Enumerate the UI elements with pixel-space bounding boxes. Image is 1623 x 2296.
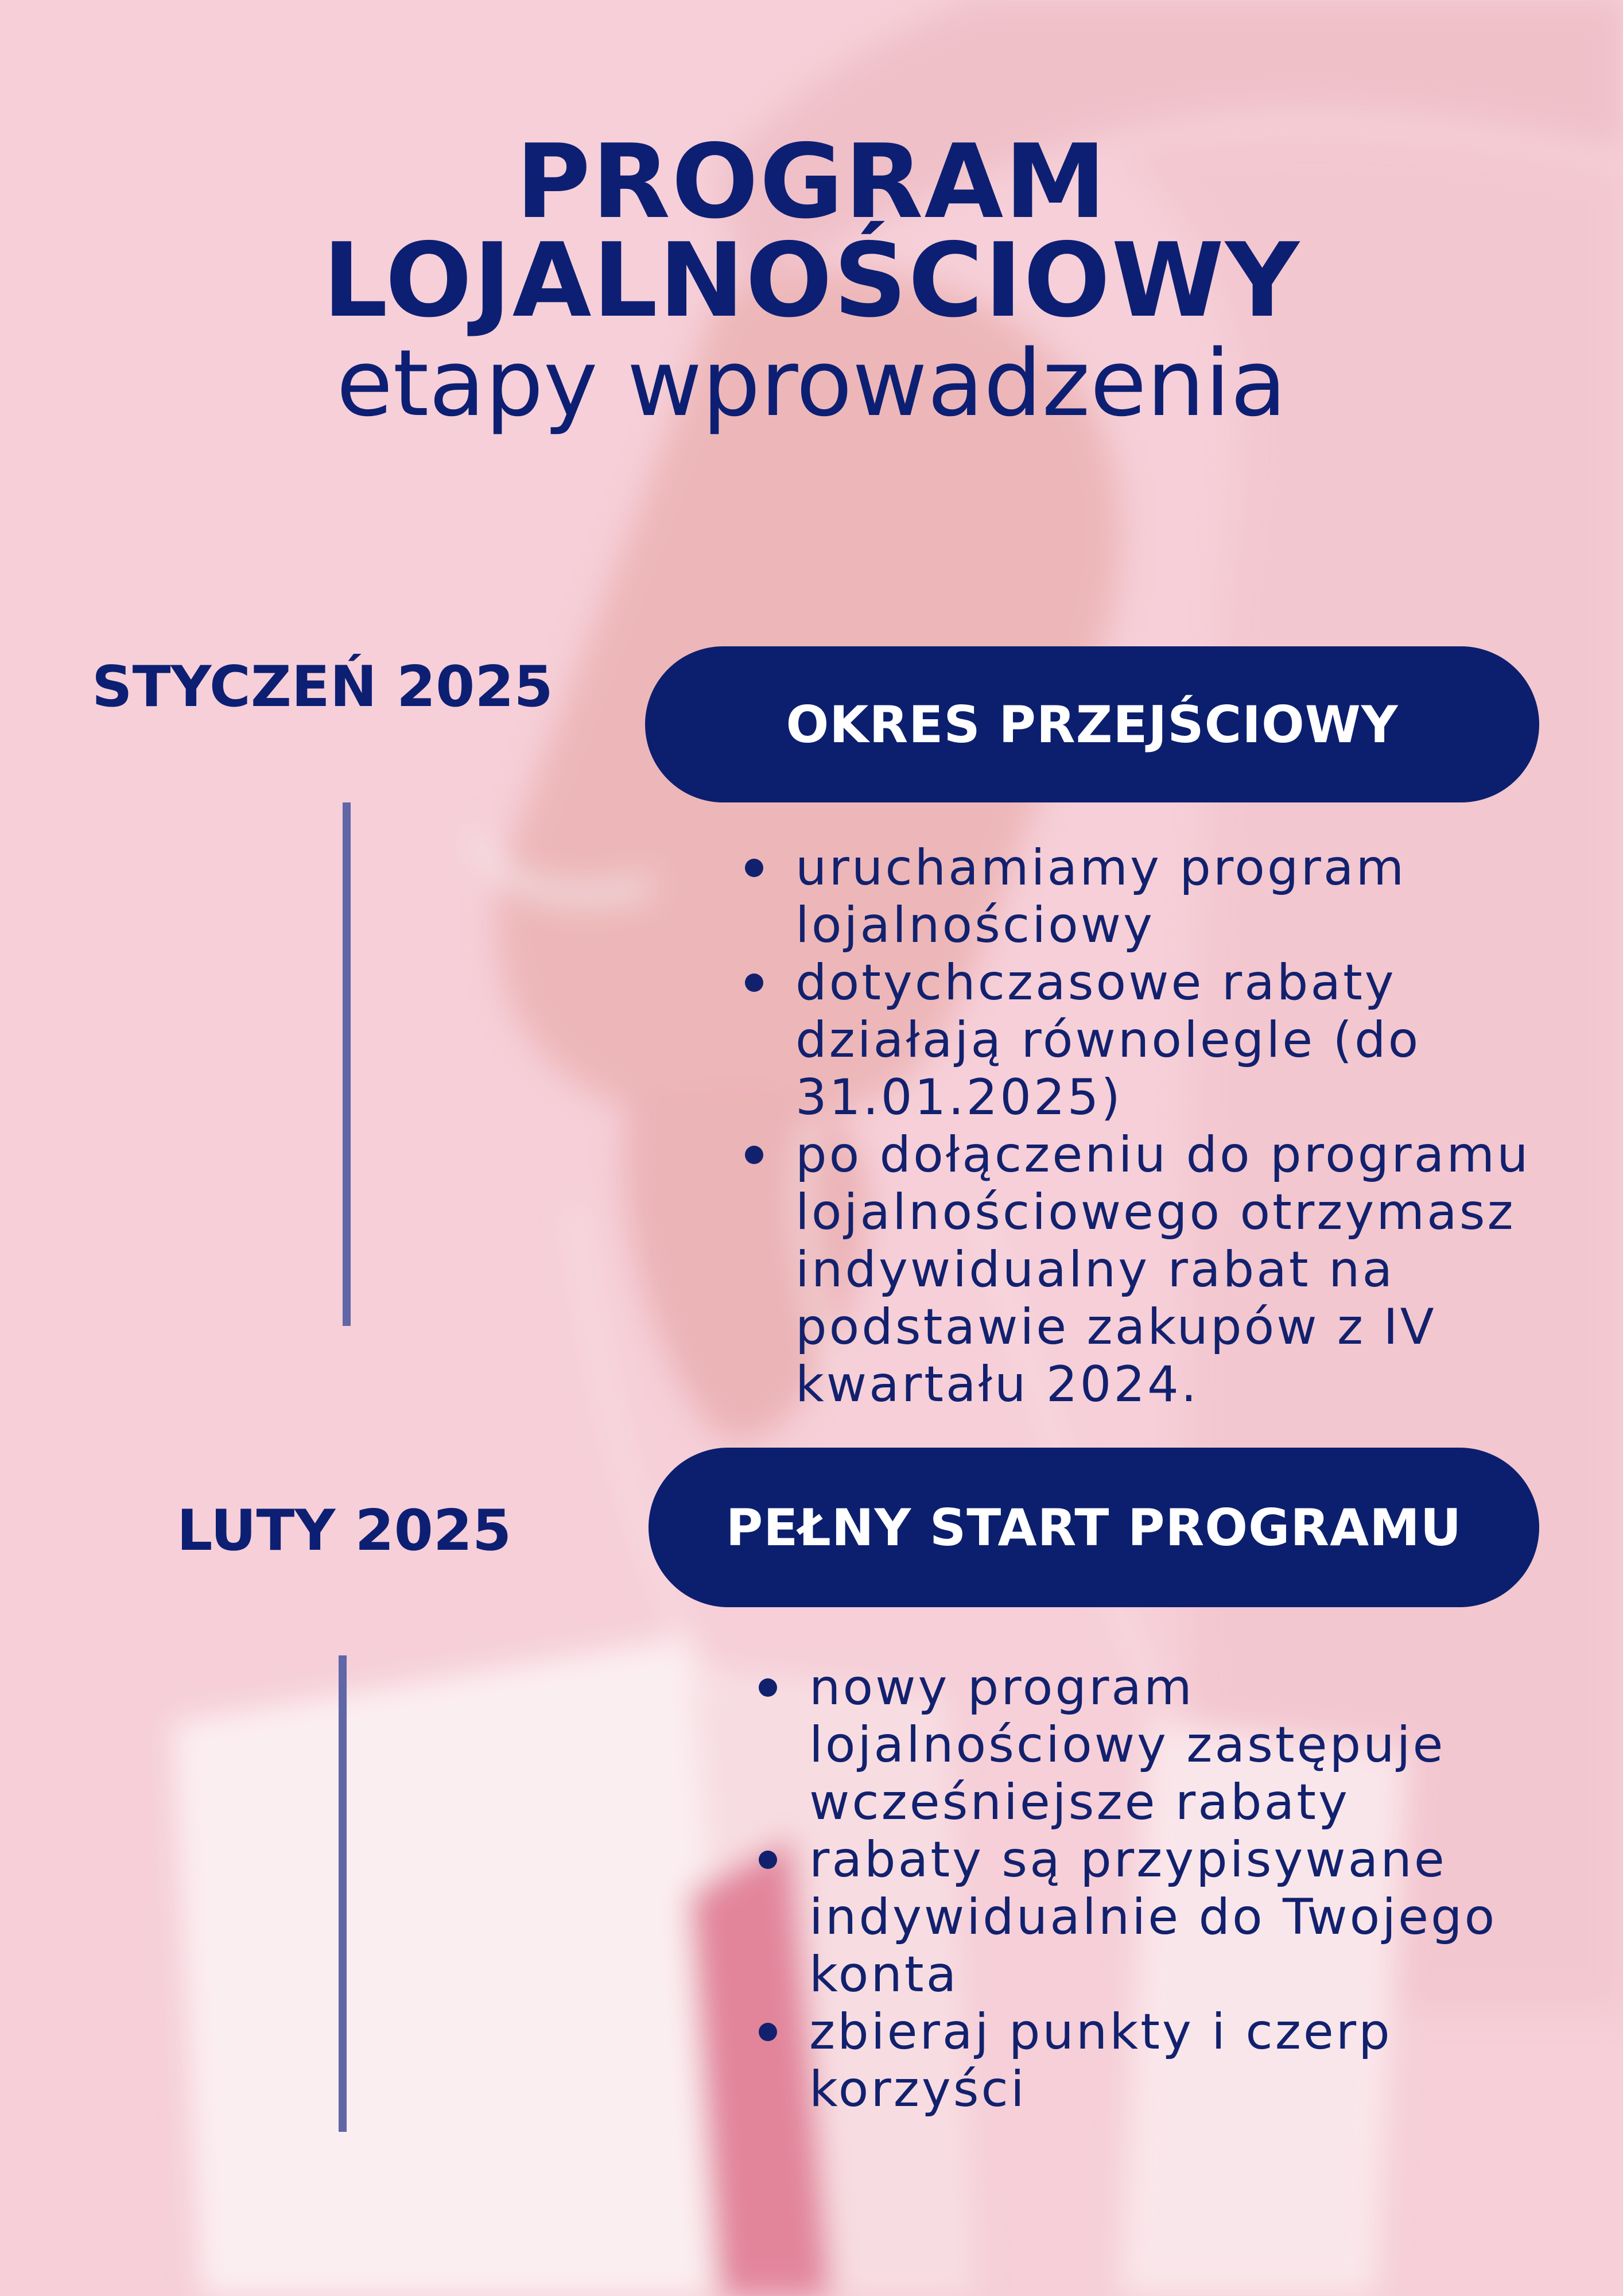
stage-2-heading-pill	[649, 1448, 1539, 1607]
list-item-text: zbieraj punkty i czerp korzyści	[809, 2003, 1392, 2118]
list-item	[753, 1831, 1556, 2003]
list-item-text: rabaty są przypisywane indywidualnie do Twojego konta	[809, 1831, 1497, 2003]
title-line-1: PROGRAM	[515, 122, 1108, 241]
bullet-icon	[759, 1851, 777, 1869]
timeline-line-1	[343, 802, 351, 1326]
list-item	[739, 954, 1554, 1126]
stage-1-heading-pill	[645, 646, 1539, 802]
list-item-text: nowy program lojalnościowy zastępuje wcześniejsze rabaty	[809, 1659, 1446, 1831]
stage-2-heading: PEŁNY START PROGRAMU	[725, 1498, 1462, 1557]
bullet-icon	[745, 974, 763, 992]
list-item-text: uruchamiamy program lojalnościowy	[795, 839, 1407, 954]
bullet-icon	[759, 2023, 777, 2041]
list-item-text: po dołączeniu do programu lojalnościowego otrzymasz indywidualny rabat na podstawie zakupów z IV kwartału 2024.	[795, 1126, 1531, 1413]
bullet-icon	[745, 1146, 763, 1164]
list-item	[739, 1126, 1554, 1413]
timeline-line-2	[339, 1655, 347, 2132]
list-item	[753, 2003, 1556, 2118]
list-item	[753, 1659, 1556, 1831]
list-item-text: dotychczasowe rabaty działają równolegle (do 31.01.2025)	[795, 954, 1421, 1126]
stage-1-date: STYCZEŃ 2025	[92, 654, 553, 720]
subtitle: etapy wprowadzenia	[336, 329, 1287, 437]
stage-2-date: LUTY 2025	[177, 1498, 512, 1564]
stage-1-list	[739, 839, 1554, 1413]
bullet-icon	[759, 1678, 777, 1697]
title-line-2: LOJALNOŚCIOWY	[323, 221, 1300, 340]
bullet-icon	[745, 859, 763, 877]
stage-2-list	[753, 1659, 1556, 2118]
stage-1-heading: OKRES PRZEJŚCIOWY	[786, 695, 1399, 754]
list-item	[739, 839, 1554, 954]
